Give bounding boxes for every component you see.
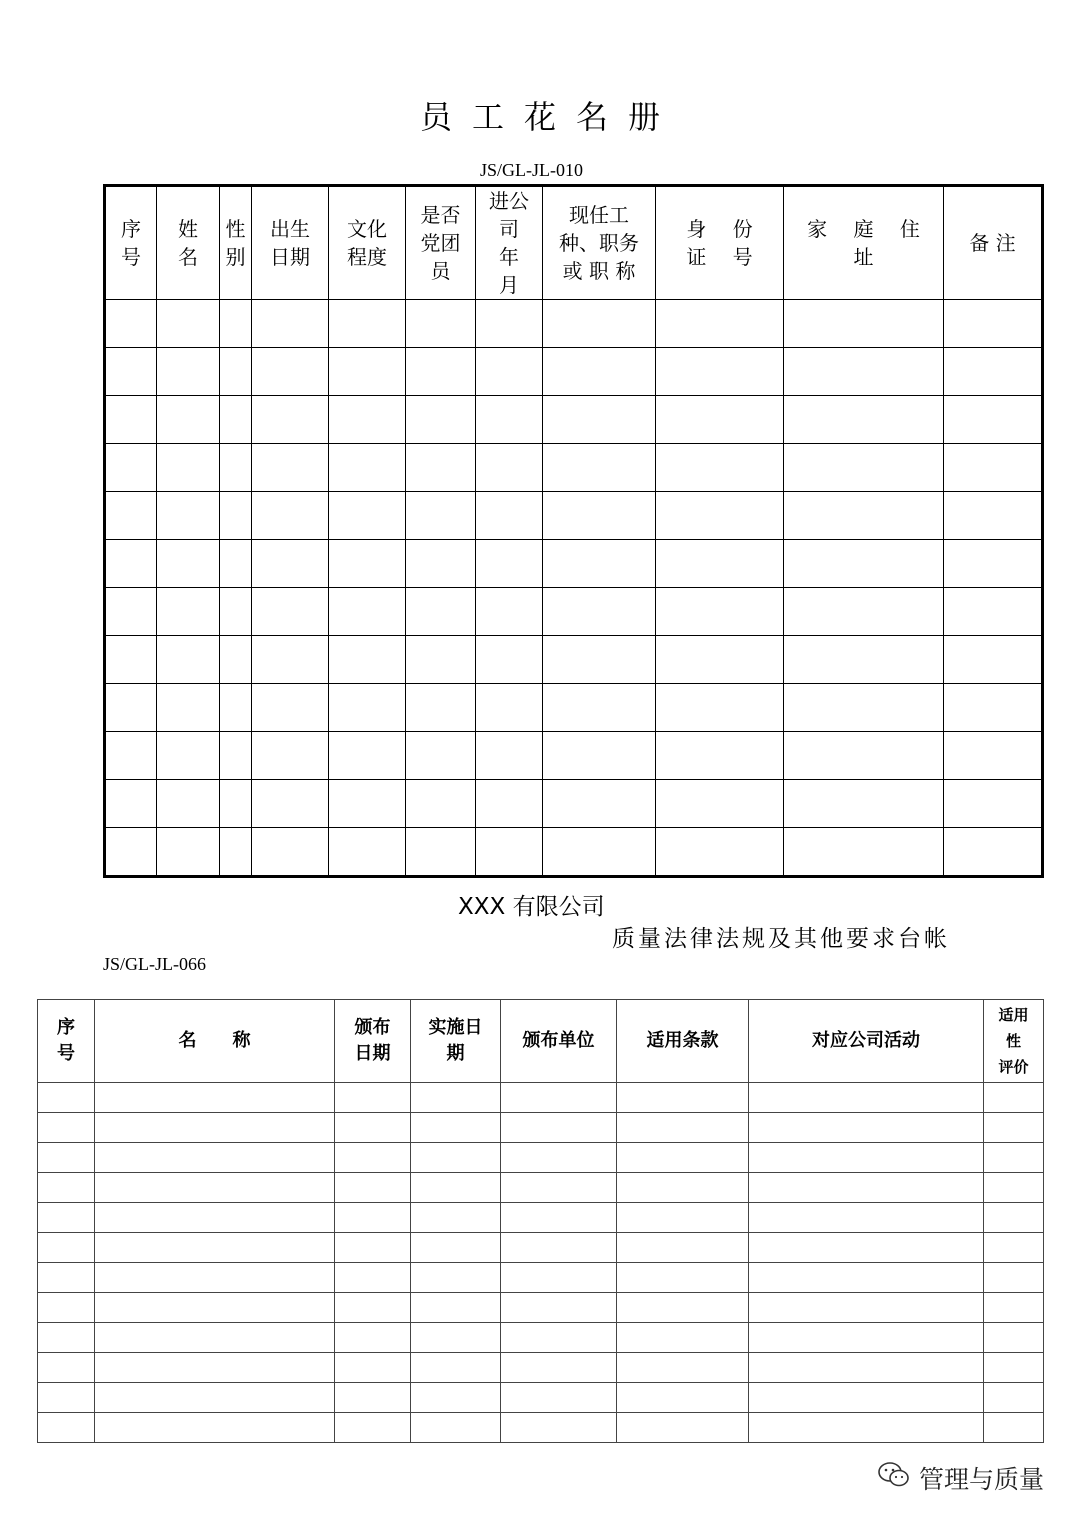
table-cell[interactable]	[411, 1383, 501, 1413]
ledger-header-cell: 适用条款	[617, 1000, 749, 1083]
table-cell[interactable]	[411, 1233, 501, 1263]
roster-row	[105, 444, 1043, 492]
table-cell[interactable]	[501, 1143, 617, 1173]
table-cell[interactable]	[476, 300, 543, 348]
table-cell[interactable]	[406, 828, 476, 877]
table-cell[interactable]	[501, 1233, 617, 1263]
table-cell[interactable]	[220, 492, 252, 540]
table-cell[interactable]	[656, 492, 784, 540]
table-cell[interactable]	[411, 1143, 501, 1173]
table-cell[interactable]	[157, 444, 220, 492]
table-cell[interactable]	[543, 828, 656, 877]
roster-header-cell: 序 号	[105, 186, 157, 300]
table-cell[interactable]	[38, 1143, 95, 1173]
table-cell[interactable]	[411, 1413, 501, 1443]
ledger-header-cell: 实施日 期	[411, 1000, 501, 1083]
table-cell[interactable]	[95, 1323, 335, 1353]
table-cell[interactable]	[105, 540, 157, 588]
table-cell[interactable]	[501, 1383, 617, 1413]
table-cell[interactable]	[749, 1083, 984, 1113]
table-cell[interactable]	[157, 780, 220, 828]
table-cell[interactable]	[406, 444, 476, 492]
roster-header-cell: 备 注	[944, 186, 1043, 300]
table-cell[interactable]	[543, 588, 656, 636]
ledger-row	[38, 1353, 1044, 1383]
table-cell[interactable]	[501, 1263, 617, 1293]
table-cell[interactable]	[501, 1323, 617, 1353]
ledger-header-cell: 序 号	[38, 1000, 95, 1083]
table-cell[interactable]	[406, 588, 476, 636]
table-cell[interactable]	[95, 1203, 335, 1233]
table-cell[interactable]	[38, 1263, 95, 1293]
table-cell[interactable]	[784, 492, 944, 540]
table-cell[interactable]	[476, 540, 543, 588]
table-cell[interactable]	[944, 636, 1043, 684]
table-cell[interactable]	[252, 348, 329, 396]
table-cell[interactable]	[105, 828, 157, 877]
ledger-row	[38, 1173, 1044, 1203]
company-name: XXX 有限公司	[458, 894, 605, 920]
table-cell[interactable]	[38, 1353, 95, 1383]
table-cell[interactable]	[749, 1113, 984, 1143]
table-cell[interactable]	[501, 1413, 617, 1443]
table-cell[interactable]	[784, 780, 944, 828]
table-cell[interactable]	[157, 492, 220, 540]
roster-header-cell: 进公 司 年 月	[476, 186, 543, 300]
ledger-body	[38, 1083, 1044, 1443]
table-cell[interactable]	[105, 300, 157, 348]
roster-header-cell: 姓 名	[157, 186, 220, 300]
table-cell[interactable]	[944, 684, 1043, 732]
ledger-row	[38, 1113, 1044, 1143]
table-cell[interactable]	[95, 1113, 335, 1143]
ledger-header-cell: 对应公司活动	[749, 1000, 984, 1083]
table-cell[interactable]	[984, 1323, 1044, 1353]
table-cell[interactable]	[411, 1293, 501, 1323]
roster-header-row	[105, 186, 1043, 300]
table-cell[interactable]	[252, 540, 329, 588]
table-cell[interactable]	[157, 732, 220, 780]
table-cell[interactable]	[220, 780, 252, 828]
table-cell[interactable]	[476, 492, 543, 540]
table-cell[interactable]	[749, 1143, 984, 1173]
table-cell[interactable]	[944, 444, 1043, 492]
table-cell[interactable]	[984, 1143, 1044, 1173]
table-cell[interactable]	[157, 540, 220, 588]
table-cell[interactable]	[329, 828, 406, 877]
roster-row	[105, 828, 1043, 877]
table-cell[interactable]	[543, 684, 656, 732]
table-cell[interactable]	[617, 1383, 749, 1413]
table-cell[interactable]	[406, 492, 476, 540]
roster-row	[105, 684, 1043, 732]
table-cell[interactable]	[252, 780, 329, 828]
table-cell[interactable]	[157, 348, 220, 396]
table-cell[interactable]	[220, 348, 252, 396]
table-cell[interactable]	[617, 1173, 749, 1203]
roster-row	[105, 540, 1043, 588]
table-cell[interactable]	[220, 684, 252, 732]
table-cell[interactable]	[749, 1383, 984, 1413]
table-cell[interactable]	[984, 1263, 1044, 1293]
roster-form-code: JS/GL-JL-010	[480, 160, 583, 180]
table-cell[interactable]	[157, 396, 220, 444]
table-cell[interactable]	[656, 828, 784, 877]
table-cell[interactable]	[105, 492, 157, 540]
table-cell[interactable]	[501, 1293, 617, 1323]
roster-row	[105, 780, 1043, 828]
roster-title: 员工花名册	[419, 98, 680, 136]
table-cell[interactable]	[406, 732, 476, 780]
roster-header-cell: 出生 日期	[252, 186, 329, 300]
table-cell[interactable]	[411, 1203, 501, 1233]
table-cell[interactable]	[749, 1293, 984, 1323]
table-cell[interactable]	[749, 1233, 984, 1263]
table-cell[interactable]	[157, 300, 220, 348]
table-cell[interactable]	[784, 588, 944, 636]
table-cell[interactable]	[220, 588, 252, 636]
table-cell[interactable]	[476, 636, 543, 684]
table-cell[interactable]	[784, 444, 944, 492]
table-cell[interactable]	[220, 540, 252, 588]
ledger-header-cell: 名 称	[95, 1000, 335, 1083]
table-cell[interactable]	[944, 588, 1043, 636]
table-cell[interactable]	[944, 300, 1043, 348]
table-cell[interactable]	[220, 732, 252, 780]
table-cell[interactable]	[476, 444, 543, 492]
table-cell[interactable]	[543, 540, 656, 588]
table-cell[interactable]	[335, 1203, 411, 1233]
table-cell[interactable]	[617, 1233, 749, 1263]
table-cell[interactable]	[95, 1383, 335, 1413]
table-cell[interactable]	[406, 300, 476, 348]
table-cell[interactable]	[784, 828, 944, 877]
ledger-header-cell: 适用 性 评价	[984, 1000, 1044, 1083]
table-cell[interactable]	[656, 780, 784, 828]
table-cell[interactable]	[95, 1233, 335, 1263]
table-cell[interactable]	[944, 396, 1043, 444]
table-cell[interactable]	[784, 540, 944, 588]
table-cell[interactable]	[501, 1083, 617, 1113]
table-cell[interactable]	[749, 1323, 984, 1353]
table-cell[interactable]	[476, 684, 543, 732]
table-cell[interactable]	[617, 1413, 749, 1443]
ledger-row	[38, 1083, 1044, 1113]
table-cell[interactable]	[157, 588, 220, 636]
table-cell[interactable]	[656, 684, 784, 732]
roster-row	[105, 588, 1043, 636]
table-cell[interactable]	[476, 780, 543, 828]
table-cell[interactable]	[252, 396, 329, 444]
table-cell[interactable]	[105, 444, 157, 492]
table-cell[interactable]	[38, 1383, 95, 1413]
table-cell[interactable]	[944, 780, 1043, 828]
table-cell[interactable]	[157, 828, 220, 877]
table-cell[interactable]	[252, 732, 329, 780]
table-cell[interactable]	[617, 1323, 749, 1353]
table-cell[interactable]	[335, 1383, 411, 1413]
roster-row	[105, 492, 1043, 540]
wechat-icon	[877, 1461, 911, 1495]
table-cell[interactable]	[984, 1293, 1044, 1323]
table-cell[interactable]	[784, 684, 944, 732]
table-cell[interactable]	[617, 1113, 749, 1143]
roster-header-cell: 身 份 证 号	[656, 186, 784, 300]
table-cell[interactable]	[220, 444, 252, 492]
table-cell[interactable]	[501, 1353, 617, 1383]
table-cell[interactable]	[784, 300, 944, 348]
table-cell[interactable]	[38, 1173, 95, 1203]
table-cell[interactable]	[329, 780, 406, 828]
ledger-row	[38, 1263, 1044, 1293]
table-cell[interactable]	[543, 636, 656, 684]
table-cell[interactable]	[784, 396, 944, 444]
regulations-ledger-table	[37, 999, 1044, 1443]
table-cell[interactable]	[220, 396, 252, 444]
table-cell[interactable]	[501, 1203, 617, 1233]
table-cell[interactable]	[656, 300, 784, 348]
table-cell[interactable]	[476, 828, 543, 877]
table-cell[interactable]	[411, 1083, 501, 1113]
table-cell[interactable]	[944, 492, 1043, 540]
table-cell[interactable]	[617, 1083, 749, 1113]
table-cell[interactable]	[329, 300, 406, 348]
table-cell[interactable]	[944, 540, 1043, 588]
ledger-header-cell: 颁布单位	[501, 1000, 617, 1083]
table-cell[interactable]	[335, 1173, 411, 1203]
table-cell[interactable]	[476, 348, 543, 396]
table-cell[interactable]	[329, 540, 406, 588]
table-cell[interactable]	[335, 1263, 411, 1293]
roster-row	[105, 732, 1043, 780]
table-cell[interactable]	[38, 1083, 95, 1113]
table-cell[interactable]	[335, 1323, 411, 1353]
table-cell[interactable]	[329, 492, 406, 540]
table-cell[interactable]	[38, 1293, 95, 1323]
table-cell[interactable]	[252, 300, 329, 348]
table-cell[interactable]	[95, 1173, 335, 1203]
roster-header-cell: 家 庭 住 址	[784, 186, 944, 300]
watermark-text: 管理与质量	[918, 1465, 1044, 1494]
table-cell[interactable]	[749, 1203, 984, 1233]
table-cell[interactable]	[329, 684, 406, 732]
table-cell[interactable]	[329, 444, 406, 492]
table-cell[interactable]	[656, 588, 784, 636]
table-cell[interactable]	[784, 732, 944, 780]
table-cell[interactable]	[944, 828, 1043, 877]
roster-header-cell: 现任工 种、职务 或 职 称	[543, 186, 656, 300]
roster-row	[105, 300, 1043, 348]
table-cell[interactable]	[944, 348, 1043, 396]
ledger-row	[38, 1203, 1044, 1233]
ledger-header-cell: 颁布 日期	[335, 1000, 411, 1083]
table-cell[interactable]	[617, 1263, 749, 1293]
table-cell[interactable]	[157, 636, 220, 684]
table-cell[interactable]	[476, 588, 543, 636]
table-cell[interactable]	[984, 1383, 1044, 1413]
table-cell[interactable]	[335, 1413, 411, 1443]
table-cell[interactable]	[38, 1233, 95, 1263]
table-cell[interactable]	[105, 780, 157, 828]
table-cell[interactable]	[476, 396, 543, 444]
table-cell[interactable]	[105, 588, 157, 636]
roster-header-cell: 性 别	[220, 186, 252, 300]
table-cell[interactable]	[543, 348, 656, 396]
table-cell[interactable]	[749, 1353, 984, 1383]
table-cell[interactable]	[656, 636, 784, 684]
table-cell[interactable]	[105, 732, 157, 780]
table-cell[interactable]	[329, 588, 406, 636]
table-cell[interactable]	[476, 732, 543, 780]
table-cell[interactable]	[252, 492, 329, 540]
table-cell[interactable]	[329, 636, 406, 684]
ledger-title: 质量法律法规及其他要求台帐	[612, 926, 950, 952]
table-cell[interactable]	[38, 1203, 95, 1233]
table-cell[interactable]	[406, 348, 476, 396]
roster-header-cell: 文化 程度	[329, 186, 406, 300]
table-cell[interactable]	[656, 540, 784, 588]
table-cell[interactable]	[95, 1353, 335, 1383]
table-cell[interactable]	[329, 396, 406, 444]
table-cell[interactable]	[656, 732, 784, 780]
table-cell[interactable]	[406, 780, 476, 828]
roster-row	[105, 636, 1043, 684]
ledger-form-code: JS/GL-JL-066	[103, 954, 206, 974]
table-cell[interactable]	[411, 1113, 501, 1143]
table-cell[interactable]	[252, 444, 329, 492]
table-cell[interactable]	[406, 396, 476, 444]
table-cell[interactable]	[105, 636, 157, 684]
table-cell[interactable]	[543, 492, 656, 540]
table-cell[interactable]	[252, 828, 329, 877]
table-cell[interactable]	[38, 1113, 95, 1143]
table-cell[interactable]	[335, 1143, 411, 1173]
table-cell[interactable]	[617, 1203, 749, 1233]
table-cell[interactable]	[335, 1083, 411, 1113]
table-cell[interactable]	[749, 1263, 984, 1293]
table-cell[interactable]	[220, 300, 252, 348]
table-cell[interactable]	[329, 348, 406, 396]
employee-roster-table	[103, 184, 1044, 878]
table-cell[interactable]	[984, 1233, 1044, 1263]
table-cell[interactable]	[944, 732, 1043, 780]
table-cell[interactable]	[617, 1143, 749, 1173]
table-cell[interactable]	[543, 396, 656, 444]
table-cell[interactable]	[157, 684, 220, 732]
ledger-row	[38, 1293, 1044, 1323]
table-cell[interactable]	[411, 1353, 501, 1383]
table-cell[interactable]	[406, 636, 476, 684]
ledger-row	[38, 1383, 1044, 1413]
table-cell[interactable]	[656, 396, 784, 444]
table-cell[interactable]	[220, 636, 252, 684]
table-cell[interactable]	[984, 1203, 1044, 1233]
table-cell[interactable]	[252, 636, 329, 684]
table-cell[interactable]	[335, 1233, 411, 1263]
table-cell[interactable]	[749, 1413, 984, 1443]
ledger-row	[38, 1143, 1044, 1173]
table-cell[interactable]	[220, 828, 252, 877]
table-cell[interactable]	[329, 732, 406, 780]
table-cell[interactable]	[105, 348, 157, 396]
table-cell[interactable]	[411, 1173, 501, 1203]
table-cell[interactable]	[406, 684, 476, 732]
watermark	[877, 1460, 1044, 1496]
table-cell[interactable]	[252, 588, 329, 636]
table-cell[interactable]	[984, 1353, 1044, 1383]
table-cell[interactable]	[95, 1263, 335, 1293]
table-cell[interactable]	[656, 444, 784, 492]
table-cell[interactable]	[784, 348, 944, 396]
table-cell[interactable]	[38, 1413, 95, 1443]
table-cell[interactable]	[543, 732, 656, 780]
roster-body	[105, 300, 1043, 877]
ledger-header-row	[38, 1000, 1044, 1083]
ledger-row	[38, 1233, 1044, 1263]
roster-row	[105, 396, 1043, 444]
table-cell[interactable]	[617, 1293, 749, 1323]
table-cell[interactable]	[749, 1173, 984, 1203]
table-cell[interactable]	[95, 1413, 335, 1443]
table-cell[interactable]	[335, 1113, 411, 1143]
table-cell[interactable]	[543, 780, 656, 828]
roster-header-cell: 是否 党团 员	[406, 186, 476, 300]
table-cell[interactable]	[984, 1113, 1044, 1143]
table-cell[interactable]	[984, 1083, 1044, 1113]
table-cell[interactable]	[252, 684, 329, 732]
table-cell[interactable]	[984, 1173, 1044, 1203]
table-cell[interactable]	[984, 1413, 1044, 1443]
ledger-row	[38, 1323, 1044, 1353]
table-cell[interactable]	[406, 540, 476, 588]
table-cell[interactable]	[95, 1083, 335, 1113]
table-cell[interactable]	[411, 1263, 501, 1293]
table-cell[interactable]	[335, 1353, 411, 1383]
table-cell[interactable]	[38, 1323, 95, 1353]
table-cell[interactable]	[105, 684, 157, 732]
ledger-row	[38, 1413, 1044, 1443]
table-cell[interactable]	[543, 300, 656, 348]
table-cell[interactable]	[501, 1173, 617, 1203]
table-cell[interactable]	[335, 1293, 411, 1323]
table-cell[interactable]	[105, 396, 157, 444]
table-cell[interactable]	[95, 1143, 335, 1173]
table-cell[interactable]	[411, 1323, 501, 1353]
table-cell[interactable]	[656, 348, 784, 396]
table-cell[interactable]	[617, 1353, 749, 1383]
table-cell[interactable]	[543, 444, 656, 492]
roster-row	[105, 348, 1043, 396]
table-cell[interactable]	[95, 1293, 335, 1323]
table-cell[interactable]	[501, 1113, 617, 1143]
table-cell[interactable]	[784, 636, 944, 684]
